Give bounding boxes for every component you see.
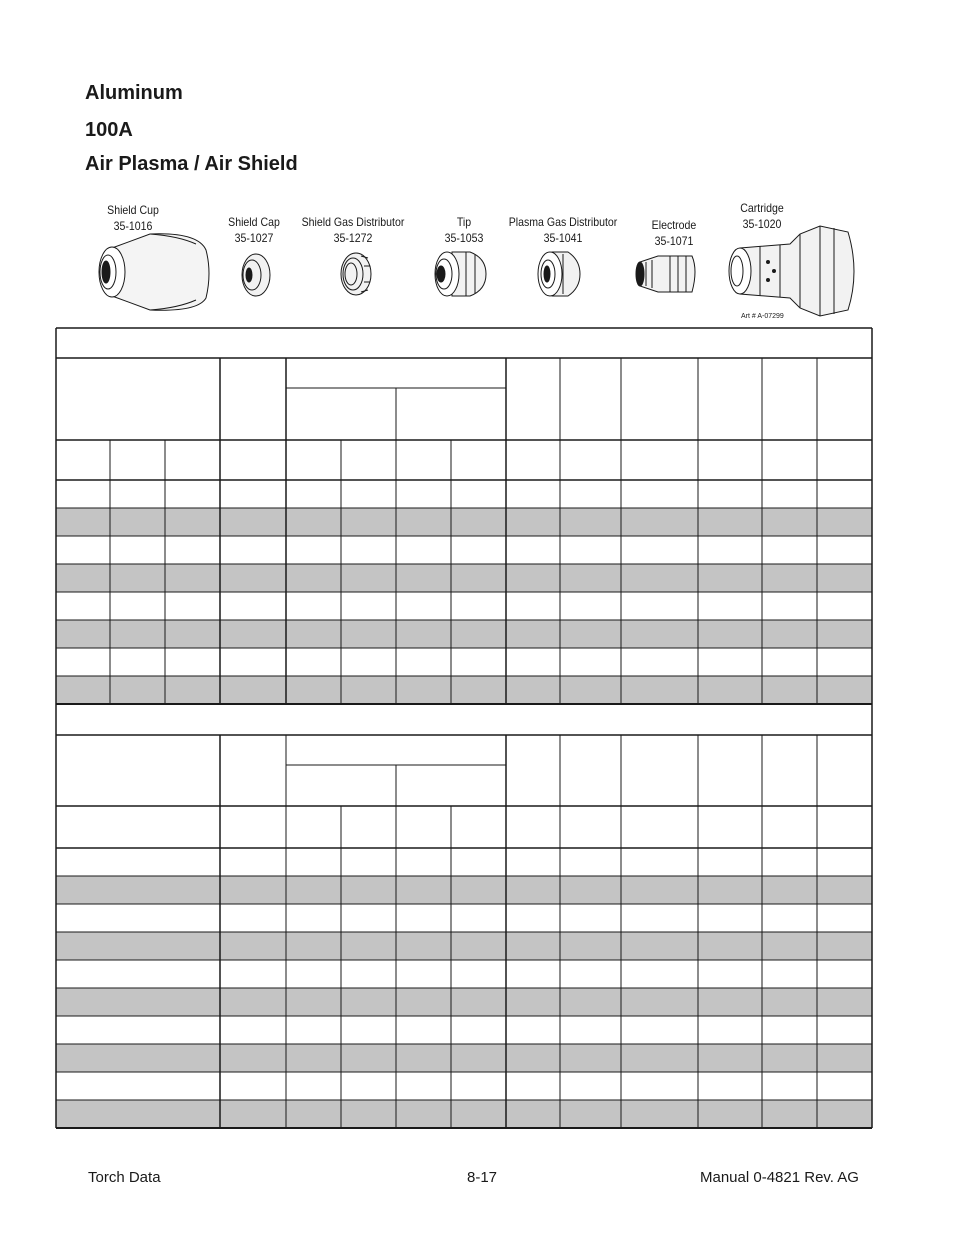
footer-page-number: 8-17 [467, 1169, 498, 1186]
part-number: 35-1027 [234, 231, 274, 245]
shaded-row [56, 676, 872, 704]
amperage-heading: 100A [85, 119, 133, 141]
part-number: 35-1016 [113, 219, 153, 233]
part-name: Electrode [651, 218, 697, 232]
part-name: Plasma Gas Distributor [508, 215, 618, 229]
part-name: Cartridge [740, 201, 784, 215]
gas-heading: Air Plasma / Air Shield [85, 153, 298, 175]
part-number: 35-1053 [444, 231, 484, 245]
shaded-row [56, 1100, 872, 1128]
part-name: Shield Gas Distributor [301, 215, 405, 229]
part-number: 35-1020 [742, 217, 782, 231]
part-number: 35-1272 [333, 231, 373, 245]
shaded-row [56, 508, 872, 536]
shaded-row [56, 876, 872, 904]
shaded-row [56, 620, 872, 648]
shaded-row [56, 988, 872, 1016]
art-number: Art # A-07299 [741, 313, 784, 320]
part-number: 35-1071 [654, 234, 694, 248]
footer-section: Torch Data [88, 1169, 161, 1186]
shaded-row [56, 1044, 872, 1072]
shaded-row [56, 564, 872, 592]
shaded-row [56, 932, 872, 960]
footer-manual-revision: Manual 0-4821 Rev. AG [700, 1169, 859, 1186]
part-name: Shield Cap [228, 215, 280, 229]
part-name: Shield Cup [107, 203, 159, 217]
material-heading: Aluminum [85, 82, 183, 104]
part-number: 35-1041 [543, 231, 583, 245]
part-name: Tip [456, 215, 472, 229]
